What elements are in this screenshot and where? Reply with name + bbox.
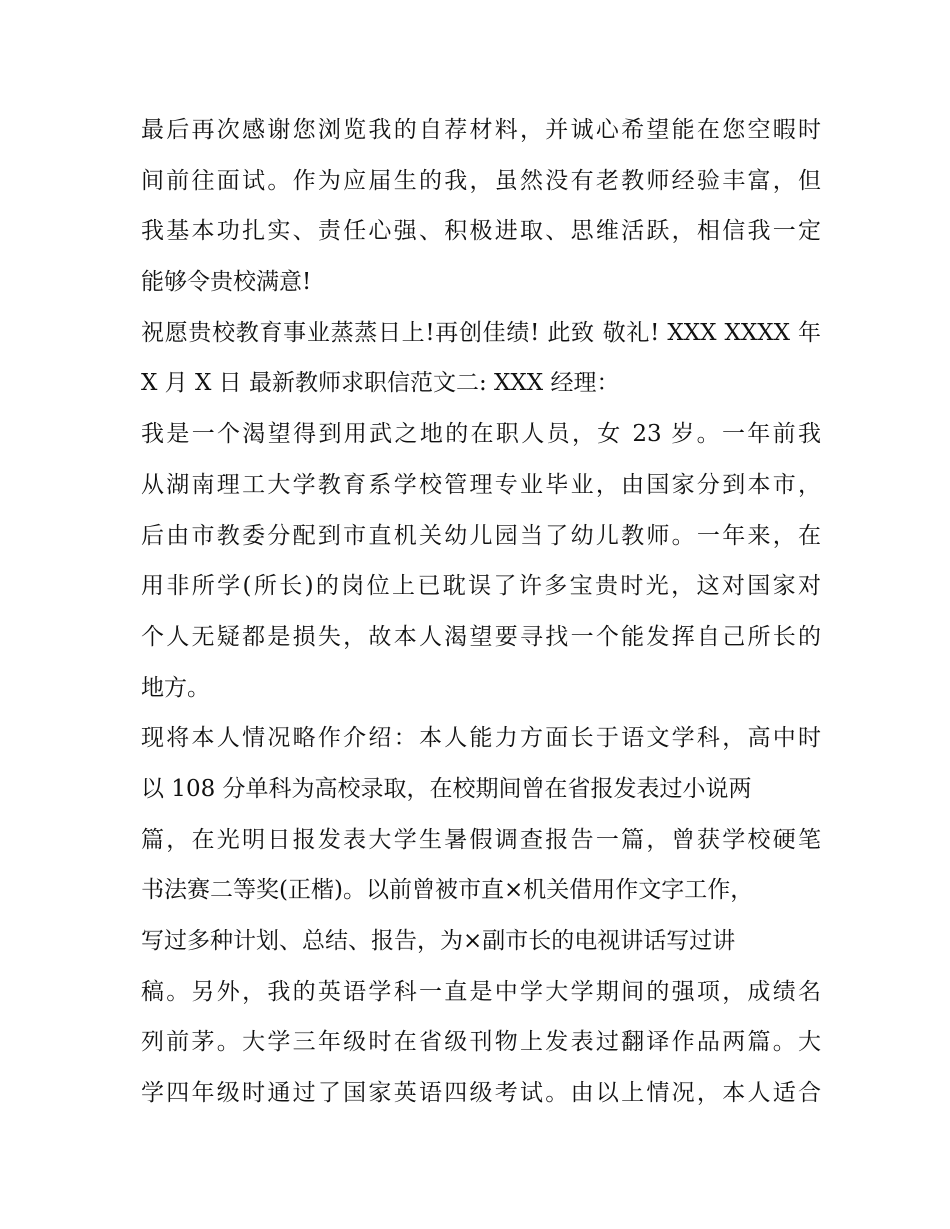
text-line: 学四年级时通过了国家英语四级考试。由以上情况，本人适合 — [141, 1080, 821, 1107]
text-line: 我基本功扎实、责任心强、积极进取、思维活跃，相信我一定 — [141, 218, 821, 245]
text-line: X 月 X 日 最新教师求职信范文二: XXX 经理： — [141, 370, 620, 397]
text-line: 从湖南理工大学教育系学校管理专业毕业，由国家分到本市， — [141, 471, 821, 498]
text-line: 稿。另外，我的英语学科一直是中学大学期间的强项，成绩名 — [141, 978, 821, 1005]
text-line: 列前茅。大学三年级时在省级刊物上发表过翻译作品两篇。大 — [141, 1029, 821, 1056]
text-line: 最后再次感谢您浏览我的自荐材料，并诚心希望能在您空暇时 — [141, 117, 821, 143]
text-line: 我是一个渴望得到用武之地的在职人员，女 23 岁。一年前我 — [141, 421, 821, 448]
text-line: 间前往面试。作为应届生的我，虽然没有老教师经验丰富，但 — [141, 167, 821, 194]
text-line: 篇，在光明日报发表大学生暑假调查报告一篇，曾获学校硬笔 — [141, 826, 821, 853]
text-line: 写过多种计划、总结、报告，为×副市长的电视讲话写过讲 — [141, 928, 736, 954]
text-line: 能够令贵校满意! — [141, 269, 312, 296]
text-line: 地方。 — [141, 674, 210, 701]
text-line: 祝愿贵校教育事业蒸蒸日上!再创佳绩! 此致 敬礼! XXX XXXX 年 — [141, 319, 821, 346]
text-line: 用非所学(所长)的岗位上已耽误了许多宝贵时光，这对国家对 — [141, 573, 821, 600]
text-line: 后由市教委分配到市直机关幼儿园当了幼儿教师。一年来，在 — [141, 522, 821, 549]
text-line: 现将本人情况略作介绍：本人能力方面长于语文学科，高中时 — [141, 725, 821, 752]
text-line: 以 108 分单科为高校录取，在校期间曾在省报发表过小说两 — [141, 775, 752, 802]
text-line: 书法赛二等奖(正楷)。以前曾被市直×机关借用作文字工作， — [141, 877, 754, 904]
text-line: 个人无疑都是损失，故本人渴望要寻找一个能发挥自己所长的 — [141, 623, 821, 650]
body-text — [141, 105, 821, 1119]
